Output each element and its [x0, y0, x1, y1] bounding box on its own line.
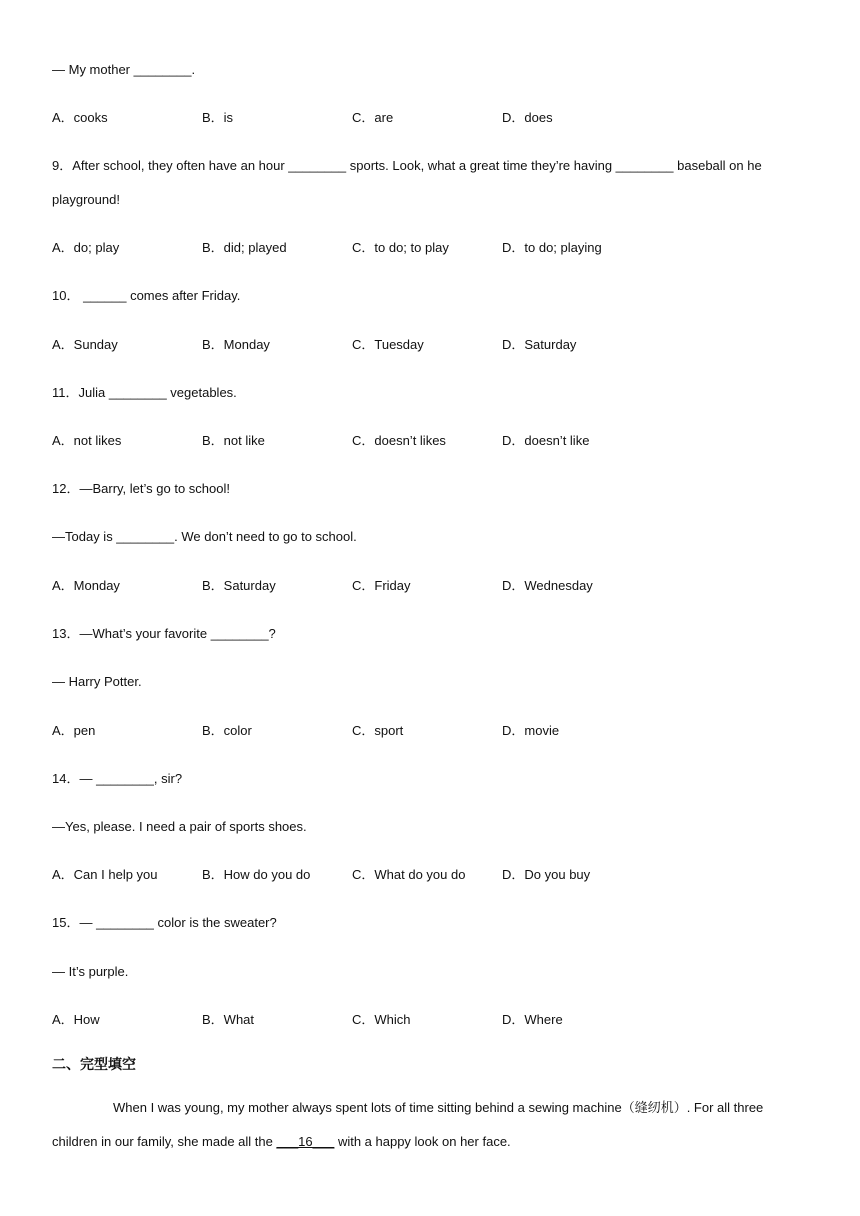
- option-b: B．Saturday: [202, 578, 276, 593]
- option-b: B．Monday: [202, 337, 270, 352]
- answer-options: [52, 1011, 812, 1029]
- option-d: D．Where: [502, 1012, 563, 1027]
- option-c: C．to do; to play: [352, 240, 449, 255]
- option-d: D．Do you buy: [502, 867, 591, 882]
- option-b: B．not like: [202, 433, 265, 448]
- option-a: A．How: [52, 1012, 100, 1027]
- question-line: — Harry Potter.: [52, 674, 142, 689]
- answer-options: [52, 722, 812, 740]
- question-15: 15．— ________ color is the sweater?: [52, 915, 277, 930]
- option-b: B．color: [202, 723, 252, 738]
- answer-options: [52, 336, 812, 354]
- question-14: 14．— ________, sir?: [52, 771, 183, 786]
- question-11: 11．Julia ________ vegetables.: [52, 385, 237, 400]
- answer-options: [52, 239, 812, 257]
- option-a: A．pen: [52, 723, 96, 738]
- option-c: C．Which: [352, 1012, 411, 1027]
- option-b: B．did; played: [202, 240, 287, 255]
- option-d: D．movie: [502, 723, 560, 738]
- option-c: C．doesn’t likes: [352, 433, 446, 448]
- option-c: C．sport: [352, 723, 404, 738]
- option-a: A．do; play: [52, 240, 120, 255]
- option-a: A．not likes: [52, 433, 122, 448]
- question-12: 12．—Barry, let’s go to school!: [52, 481, 230, 496]
- option-a: A．Sunday: [52, 337, 118, 352]
- option-b: B．is: [202, 110, 234, 125]
- option-d: D．doesn’t like: [502, 433, 590, 448]
- answer-options: [52, 577, 812, 595]
- option-d: D．does: [502, 110, 553, 125]
- option-c: C．What do you do: [352, 867, 466, 882]
- answer-options: [52, 109, 812, 127]
- option-c: C．Friday: [352, 578, 411, 593]
- option-a: A．Can I help you: [52, 867, 158, 882]
- option-b: B．How do you do: [202, 867, 311, 882]
- question-13: 13．—What’s your favorite ________?: [52, 626, 276, 641]
- section-title: 二、完型填空: [52, 1056, 136, 1072]
- option-a: A．Monday: [52, 578, 120, 593]
- cloze-passage: [52, 1091, 812, 1159]
- option-c: C．are: [352, 110, 394, 125]
- option-d: D．Saturday: [502, 337, 577, 352]
- question-line: playground!: [52, 192, 120, 207]
- answer-options: [52, 866, 812, 884]
- question-line: — My mother ________.: [52, 62, 196, 77]
- option-c: C．Tuesday: [352, 337, 424, 352]
- question-line: — It’s purple.: [52, 964, 129, 979]
- option-a: A．cooks: [52, 110, 108, 125]
- option-d: D．Wednesday: [502, 578, 593, 593]
- passage-text: with a happy look on her face.: [334, 1134, 511, 1149]
- passage-text: When I was young, my mother always spent lots of time sitting behind a sewing machine（缝纫机）. For all three children in our family, she made all the: [52, 1100, 764, 1149]
- blank-16: ___16___: [276, 1134, 335, 1149]
- question-10: 10． ______ comes after Friday.: [52, 288, 241, 303]
- question-9: 9．After school, they often have an hour ________ sports. Look, what a great time they’re having ________ baseball on he: [52, 158, 762, 173]
- answer-options: [52, 432, 812, 450]
- option-b: B．What: [202, 1012, 255, 1027]
- question-line: —Today is ________. We don’t need to go to school.: [52, 529, 357, 544]
- question-line: —Yes, please. I need a pair of sports shoes.: [52, 819, 307, 834]
- option-d: D．to do; playing: [502, 240, 602, 255]
